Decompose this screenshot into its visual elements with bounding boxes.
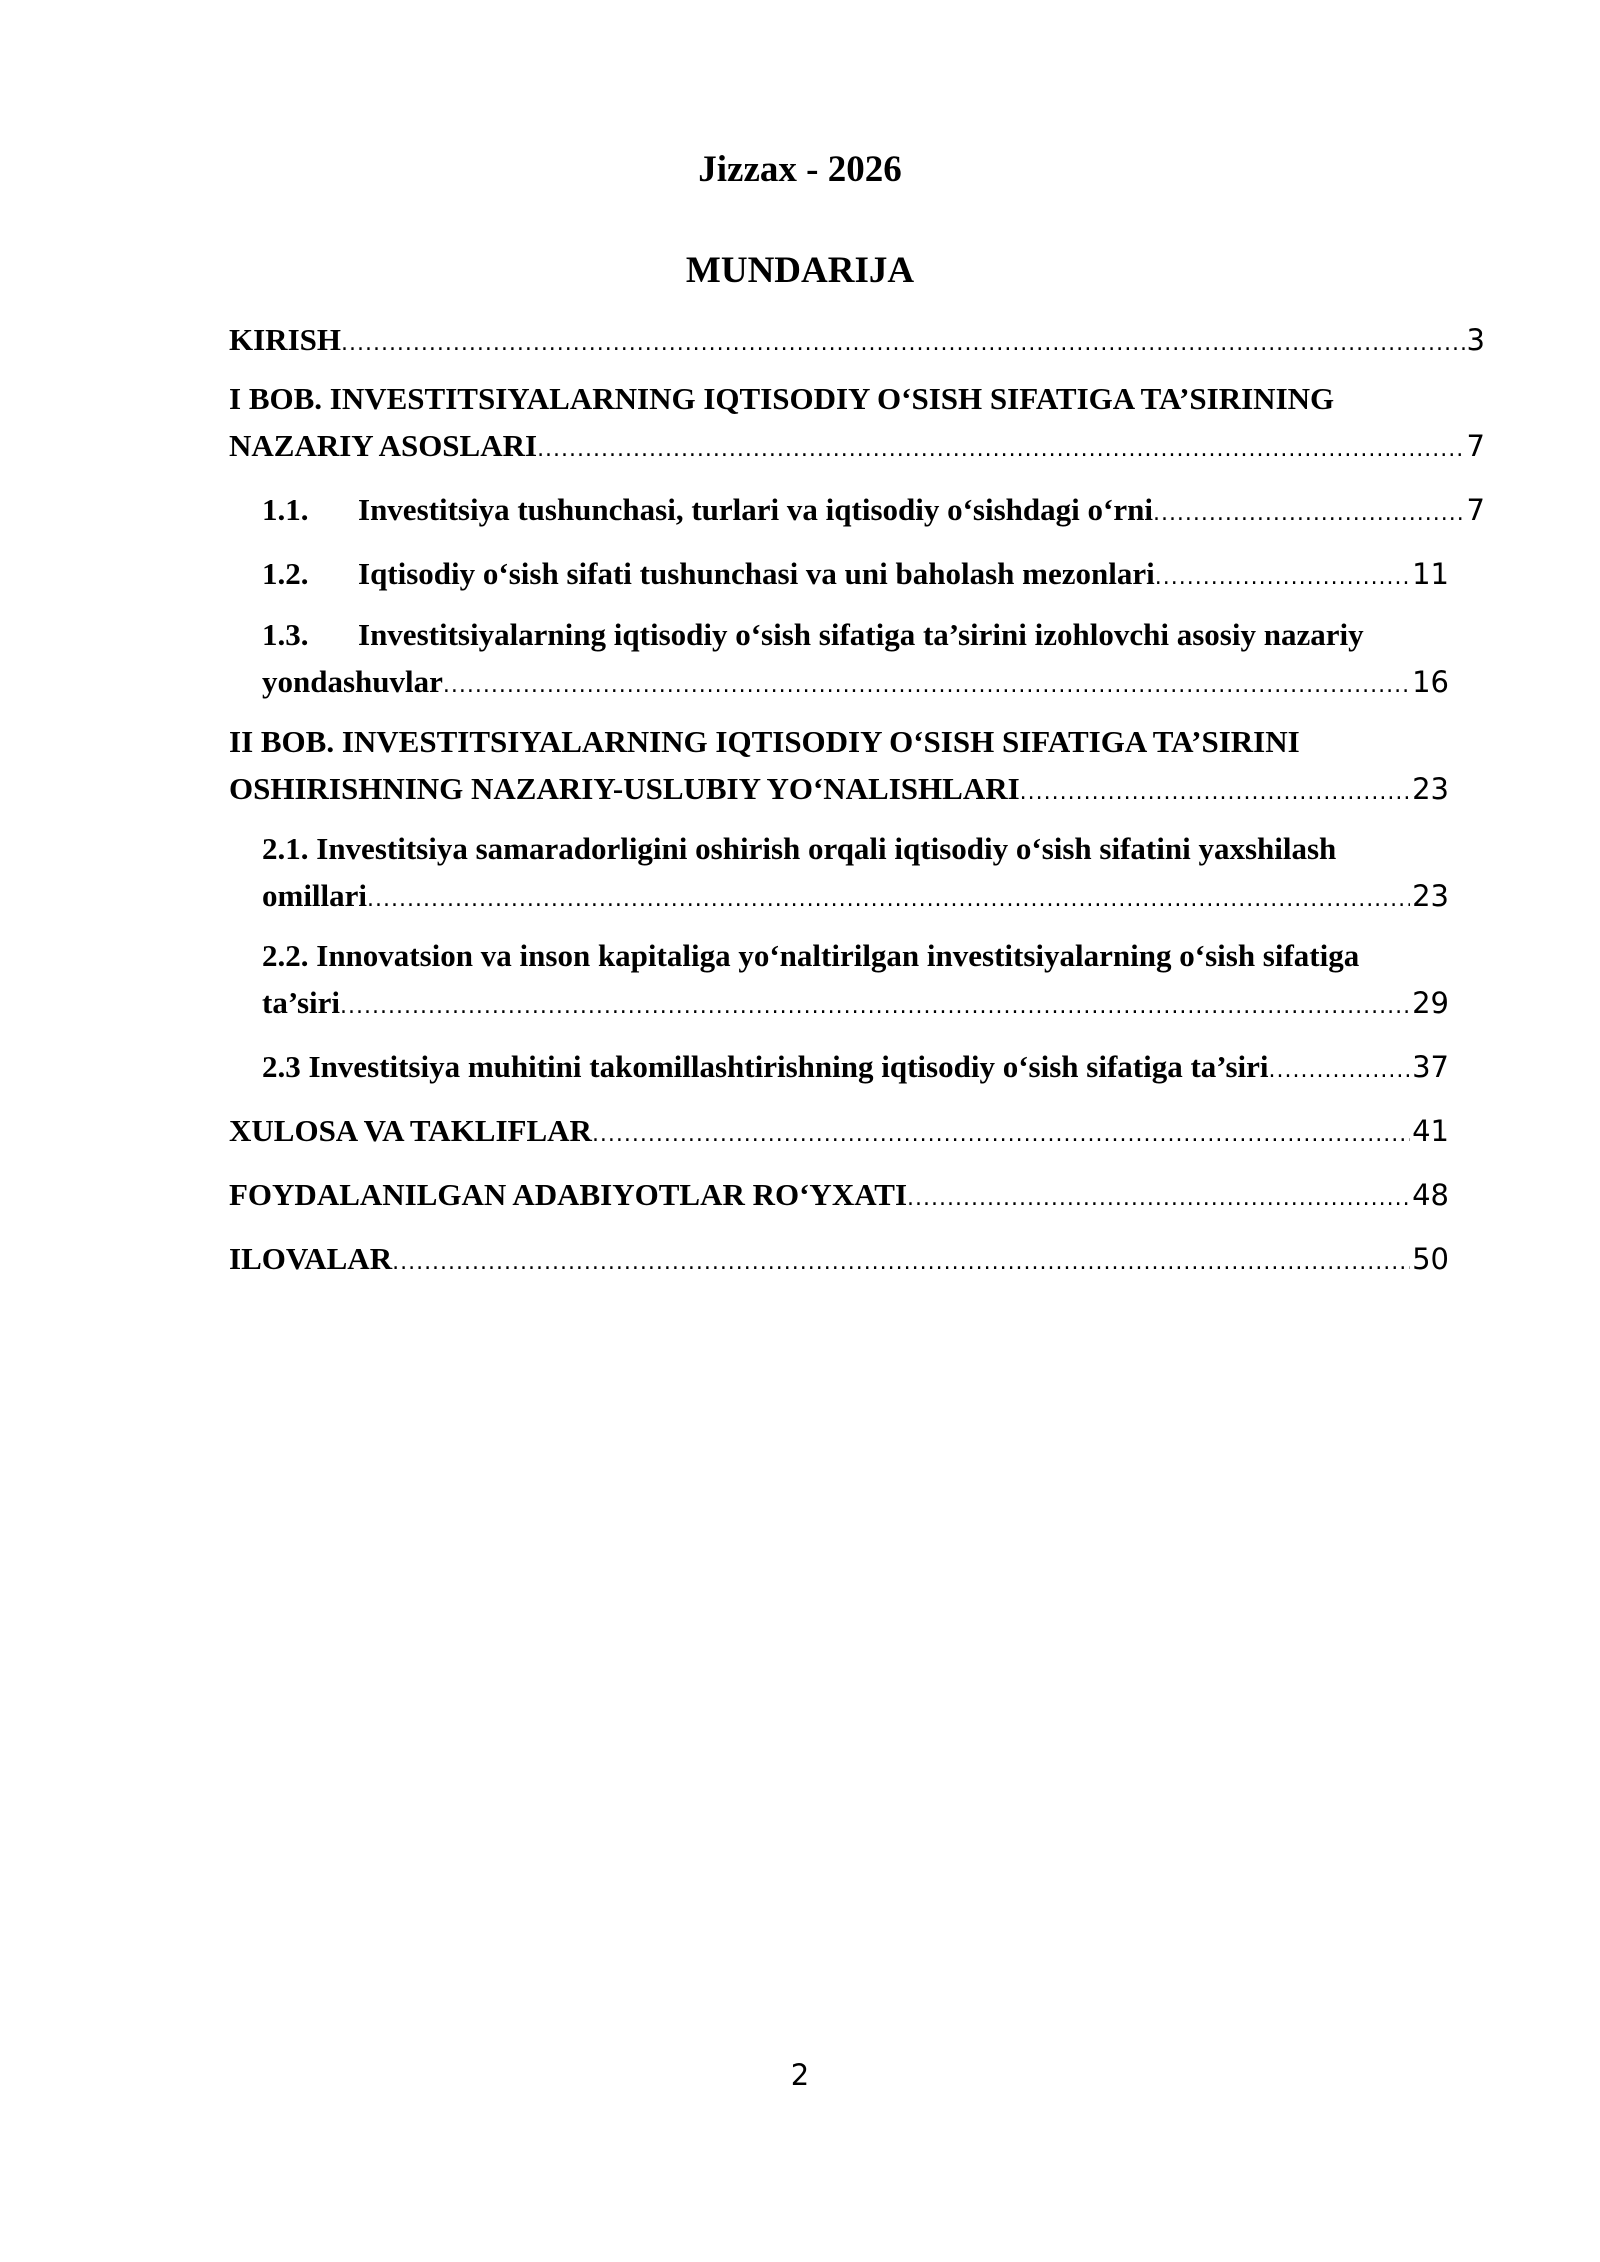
dot-leader <box>340 983 1410 1030</box>
toc-entry-title: XULOSA VA TAKLIFLAR <box>229 1113 592 1148</box>
toc-entry-title-line2: OSHIRISHNING NAZARIY-USLUBIY YO‘NALISHLARI <box>229 771 1020 806</box>
dot-leader <box>907 1175 1410 1222</box>
toc-entry-title-line2: omillari <box>262 878 368 913</box>
toc-entry-chapter-1[interactable] <box>229 375 1485 469</box>
city-year-heading: Jizzax - 2026 <box>698 149 902 190</box>
toc-entry-chapter-2[interactable] <box>229 718 1485 812</box>
toc-entry-conclusion[interactable] <box>229 1107 1485 1154</box>
toc-entry-title: ILOVALAR <box>229 1241 393 1276</box>
toc-page-number: 50 <box>1412 1242 1449 1276</box>
toc-page-number: 11 <box>1412 557 1449 591</box>
toc-entry-title-line2: ta’siri <box>262 985 341 1020</box>
toc-section-number: 1.1. <box>262 492 309 527</box>
page-number: 2 <box>790 2058 810 2092</box>
toc-page-number: 7 <box>1466 429 1485 463</box>
toc-entry-title: Iqtisodiy o‘sish sifati tushunchasi va uni baholash mezonlari <box>358 556 1155 591</box>
toc-entry-bibliography[interactable] <box>229 1171 1485 1218</box>
toc-entry-title: 2.3 Investitsiya muhitini takomillashtirishning iqtisodiy o‘sish sifatiga ta’siri <box>262 1049 1269 1084</box>
toc-page-number: 23 <box>1412 772 1449 806</box>
toc-entry-kirish[interactable] <box>229 316 1485 363</box>
toc-page-number: 16 <box>1412 665 1449 699</box>
toc-page-number: 23 <box>1412 879 1449 913</box>
dot-leader <box>1155 554 1410 601</box>
toc-entry-title-line1: I BOB. INVESTITSIYALARNING IQTISODIY O‘SISH SIFATIGA TA’SIRINING <box>229 381 1335 416</box>
dot-leader <box>443 662 1410 709</box>
toc-entry-title: FOYDALANILGAN ADABIYOTLAR RO‘YXATI <box>229 1177 908 1212</box>
toc-entry-section-2-3[interactable] <box>229 1043 1485 1090</box>
toc-entry-section-1-3[interactable] <box>229 611 1485 705</box>
toc-entry-title-line1: 2.2. Innovatsion va inson kapitaliga yo‘naltirilgan investitsiyalarning o‘sish sifatiga <box>262 938 1360 973</box>
toc-entry-appendices[interactable] <box>229 1235 1485 1282</box>
toc-entry-section-1-1[interactable] <box>229 486 1485 533</box>
dot-leader <box>1153 490 1465 537</box>
toc-entry-title: KIRISH <box>229 322 341 357</box>
toc-entry-title-line1: Investitsiyalarning iqtisodiy o‘sish sifatiga ta’sirini izohlovchi asosiy nazariy <box>358 617 1364 652</box>
toc-entry-title: Investitsiya tushunchasi, turlari va iqtisodiy o‘sishdagi o‘rni <box>358 492 1153 527</box>
dot-leader <box>592 1111 1410 1158</box>
toc-page-number: 48 <box>1412 1178 1449 1212</box>
dot-leader <box>537 426 1464 473</box>
toc-page-number: 41 <box>1412 1114 1449 1148</box>
dot-leader <box>392 1239 1410 1286</box>
dot-leader <box>1269 1047 1411 1094</box>
toc-entry-title-line1: 2.1. Investitsiya samaradorligini oshirish orqali iqtisodiy o‘sish sifatini yaxshilash <box>262 831 1337 866</box>
dot-leader <box>367 876 1410 923</box>
toc-page-number: 3 <box>1466 323 1485 357</box>
toc-entry-section-2-1[interactable] <box>229 825 1485 919</box>
dot-leader <box>341 320 1465 367</box>
toc-title: MUNDARIJA <box>685 250 915 291</box>
toc-entry-section-1-2[interactable] <box>229 550 1485 597</box>
toc-page-number: 37 <box>1412 1050 1449 1084</box>
toc-entry-section-2-2[interactable] <box>229 932 1485 1026</box>
toc-entry-title-line1: II BOB. INVESTITSIYALARNING IQTISODIY O‘SISH SIFATIGA TA’SIRINI <box>229 724 1300 759</box>
toc-page-number: 29 <box>1412 986 1449 1020</box>
toc-section-number: 1.2. <box>262 556 309 591</box>
dot-leader <box>1020 769 1410 816</box>
toc-entry-title-line2: yondashuvlar <box>262 664 443 699</box>
toc-page-number: 7 <box>1466 493 1485 527</box>
toc-section-number: 1.3. <box>262 617 309 652</box>
toc-entry-title-line2: NAZARIY ASOSLARI <box>229 428 538 463</box>
